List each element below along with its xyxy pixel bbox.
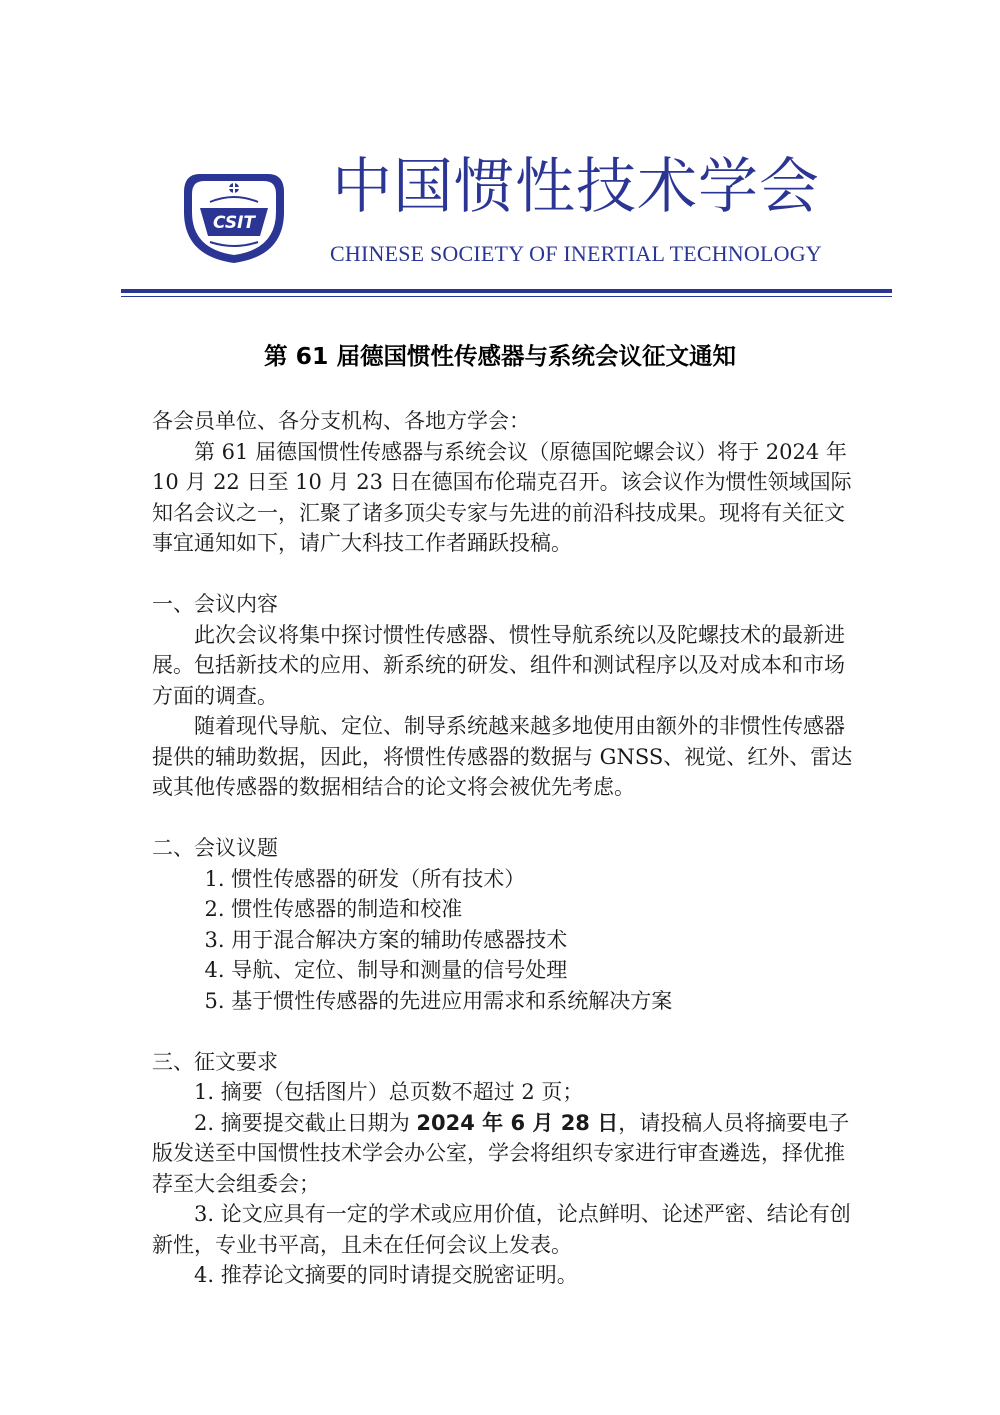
requirement-1: 1. 摘要（包括图片）总页数不超过 2 页； bbox=[194, 1080, 584, 1104]
section-3-heading: 三、征文要求 bbox=[152, 1049, 278, 1074]
logo-text: CSIT bbox=[212, 213, 256, 233]
header-rule-thick bbox=[121, 289, 892, 293]
topic-item: 5. 基于惯性传感器的先进应用需求和系统解决方案 bbox=[204, 988, 673, 1013]
intro-paragraph: 第 61 届德国惯性传感器与系统会议（原德国陀螺会议）将于 2024 年 10 月 22 日至 10 月 23 日在德国布伦瑞克召开。该会议作为惯性领域国际知名会议之一，汇聚了诸多顶尖专家与先进的前沿科技成果。现将有关征文事宜通知如下，请广大科技工作者踊跃投稿。 bbox=[152, 439, 852, 555]
org-name-en: CHINESE SOCIETY OF INERTIAL TECHNOLOGY bbox=[330, 241, 822, 266]
section-2-heading: 二、会议议题 bbox=[152, 836, 278, 860]
requirement-2 bbox=[152, 1108, 862, 1200]
topic-item: 2. 惯性传感器的制造和校准 bbox=[204, 897, 463, 921]
requirement-2-lead: 2. 摘要提交截止日期为 bbox=[194, 1110, 417, 1135]
document-body bbox=[152, 406, 862, 1291]
requirement-4: 4. 推荐论文摘要的同时请提交脱密证明。 bbox=[194, 1263, 578, 1287]
requirement-3: 3. 论文应具有一定的学术或应用价值，论点鲜明、论述严密、结论有创新性，专业书平高，且未在任何会议上发表。 bbox=[152, 1202, 851, 1257]
salutation: 各会员单位、各分支机构、各地方学会： bbox=[152, 409, 530, 433]
topic-item: 4. 导航、定位、制导和测量的信号处理 bbox=[204, 958, 568, 982]
header-rule-thin bbox=[121, 296, 892, 297]
section-1-paragraph-2: 随着现代导航、定位、制导系统越来越多地使用由额外的非惯性传感器提供的辅助数据，因此，将惯性传感器的数据与 GNSS、视觉、红外、雷达或其他传感器的数据相结合的论文将会被优先考虑。 bbox=[152, 714, 853, 799]
requirement-2-rest: ，请投稿人员将摘要电子版发送至中国惯性技术学会办公室，学会将组织专家进行审查遴选，择优推荐至大会组委会； bbox=[152, 1110, 850, 1196]
topic-item: 1. 惯性传感器的研发（所有技术） bbox=[204, 866, 526, 891]
topic-item: 3. 用于混合解决方案的辅助传感器技术 bbox=[204, 927, 568, 952]
csit-logo bbox=[180, 166, 288, 266]
document-title: 第 61 届德国惯性传感器与系统会议征文通知 bbox=[263, 342, 737, 370]
section-1-heading: 一、会议内容 bbox=[152, 592, 278, 616]
section-1-paragraph-1: 此次会议将集中探讨惯性传感器、惯性导航系统以及陀螺技术的最新进展。包括新技术的应用、新系统的研发、组件和测试程序以及对成本和市场方面的调查。 bbox=[152, 622, 845, 708]
org-name-cn: 中国惯性技术学会 bbox=[332, 152, 820, 222]
deadline-date: 2024 年 6 月 28 日 bbox=[416, 1110, 619, 1135]
